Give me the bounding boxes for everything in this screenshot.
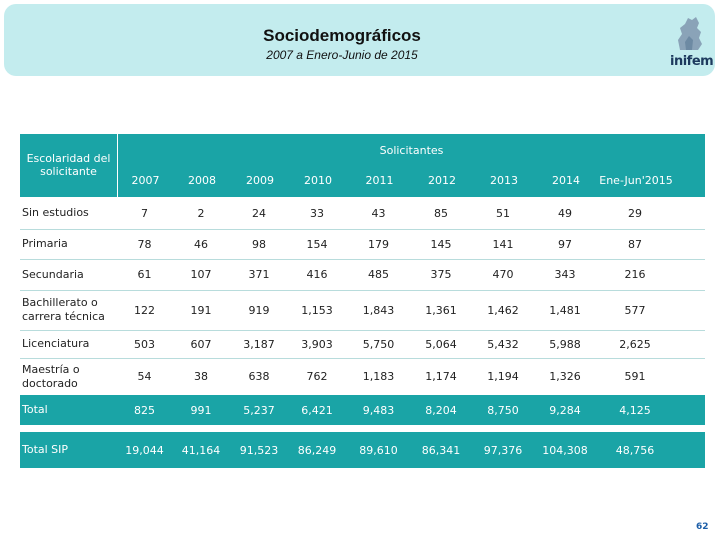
table-cell: 3,903 (301, 337, 333, 351)
logo-wordmark: inifem (670, 54, 714, 69)
table-cell: 97,376 (483, 443, 523, 457)
table-cell: 1,194 (487, 370, 519, 383)
row-label: Total (22, 403, 48, 416)
title-banner (4, 4, 715, 76)
table-cell: 825 (134, 403, 155, 417)
table-cell: 48,756 (615, 443, 655, 457)
table-cell: 919 (248, 303, 270, 317)
table-cell: 61 (137, 268, 152, 281)
table-cell: 485 (368, 268, 389, 281)
table-cell: 7 (141, 206, 148, 220)
table-cell: 86,341 (421, 443, 461, 457)
table-cell: 371 (248, 268, 270, 281)
table-cell: 8,750 (487, 403, 519, 417)
table-cell: 86,249 (297, 443, 337, 457)
table-cell: 154 (306, 237, 328, 251)
table-cell: 4,125 (619, 403, 651, 417)
row-label: Secundaria (22, 267, 84, 281)
table-cell: 51 (496, 206, 510, 220)
table-cell: 179 (368, 237, 389, 251)
table-cell: 5,064 (425, 337, 457, 351)
table-cell: 607 (190, 337, 212, 351)
table-cell: 191 (190, 303, 212, 317)
table-cell: 1,174 (425, 370, 457, 383)
table-cell: 638 (248, 370, 270, 383)
table-cell: 9,483 (362, 403, 395, 417)
year-header-cell: 2009 (246, 174, 274, 187)
table-cell: 1,481 (549, 303, 581, 317)
column-group-header (117, 134, 705, 197)
table-row (20, 358, 705, 396)
row-label: Primaria (22, 237, 68, 250)
year-header-cell: 2010 (304, 174, 332, 187)
table-cell: 503 (134, 337, 155, 351)
table-cell: 577 (624, 303, 646, 317)
table-cell: 5,988 (549, 337, 581, 351)
table-cell: 46 (194, 237, 208, 251)
table-cell: 1,843 (362, 303, 395, 317)
year-header-cell: 2014 (552, 174, 580, 187)
table-cell: 216 (624, 268, 646, 281)
table-row (20, 259, 705, 291)
table-cell: 5,750 (362, 337, 395, 351)
table-cell: 122 (134, 303, 155, 317)
row-label: Bachillerato o carrera técnica (22, 296, 105, 323)
table-cell: 54 (137, 370, 152, 383)
table-cell: 3,187 (243, 337, 275, 351)
table-cell: 78 (137, 237, 152, 251)
table-cell: 19,044 (125, 443, 164, 457)
table-cell: 141 (492, 237, 514, 251)
group-header-label: Solicitantes (379, 144, 444, 157)
institution-logo (666, 14, 714, 76)
table-cell: 416 (306, 268, 328, 281)
table-cell: 5,237 (243, 403, 275, 417)
table-cell: 2 (197, 206, 205, 220)
table-cell: 145 (430, 237, 452, 251)
year-header-cell: Ene-Jun'2015 (599, 174, 673, 187)
table-row (20, 290, 705, 331)
year-header-cell: 2011 (365, 174, 394, 187)
table-cell: 41,164 (181, 443, 221, 457)
table-cell: 97 (558, 237, 572, 251)
row-header-cell: Escolaridad del solicitante (20, 134, 117, 197)
total-sip-row (20, 432, 705, 468)
table-cell: 49 (558, 206, 572, 220)
table-cell: 343 (554, 268, 576, 281)
table-cell: 85 (434, 206, 448, 220)
page-number: 62 (696, 522, 709, 532)
table-cell: 591 (624, 370, 646, 383)
table-cell: 1,153 (301, 303, 333, 317)
page-title: Sociodemográficos (263, 26, 421, 45)
table-cell: 98 (252, 237, 266, 251)
year-header-cell: 2007 (131, 174, 160, 187)
year-header-cell: 2012 (428, 174, 456, 187)
table-cell: 43 (371, 206, 386, 220)
row-label: Sin estudios (22, 206, 89, 219)
table-cell: 5,432 (487, 337, 519, 351)
table-cell: 91,523 (239, 443, 279, 457)
year-header-row (118, 164, 676, 197)
table-cell: 107 (190, 268, 212, 281)
table-cell: 38 (194, 370, 208, 383)
row-label: Maestría o doctorado (22, 362, 80, 390)
table-cell: 24 (252, 206, 266, 220)
page-subtitle: 2007 a Enero-Junio de 2015 (266, 48, 418, 62)
table-cell: 2,625 (619, 337, 651, 351)
table-cell: 1,361 (425, 303, 457, 317)
table-cell: 762 (306, 370, 328, 383)
table-cell: 9,284 (549, 403, 581, 417)
table-cell: 8,204 (425, 403, 457, 417)
table-cell: 375 (430, 268, 452, 281)
row-label: Total SIP (22, 443, 69, 456)
table-cell: 1,183 (362, 370, 395, 383)
table-cell: 1,462 (487, 303, 519, 317)
year-header-cell: 2008 (188, 174, 216, 187)
table-cell: 104,308 (542, 443, 588, 457)
table-cell: 470 (492, 268, 514, 281)
table-row (20, 330, 705, 359)
year-header-cell: 2013 (490, 174, 518, 187)
table-cell: 33 (310, 206, 324, 220)
table-cell: 6,421 (301, 403, 333, 417)
row-label: Licenciatura (22, 337, 90, 350)
table-cell: 29 (628, 206, 642, 220)
table-row (20, 197, 705, 230)
table-cell: 991 (190, 403, 212, 417)
table-cell: 87 (628, 237, 642, 251)
table-cell: 1,326 (549, 370, 581, 383)
total-row (20, 395, 705, 425)
table-cell: 89,610 (359, 443, 398, 457)
table-row (20, 229, 705, 260)
